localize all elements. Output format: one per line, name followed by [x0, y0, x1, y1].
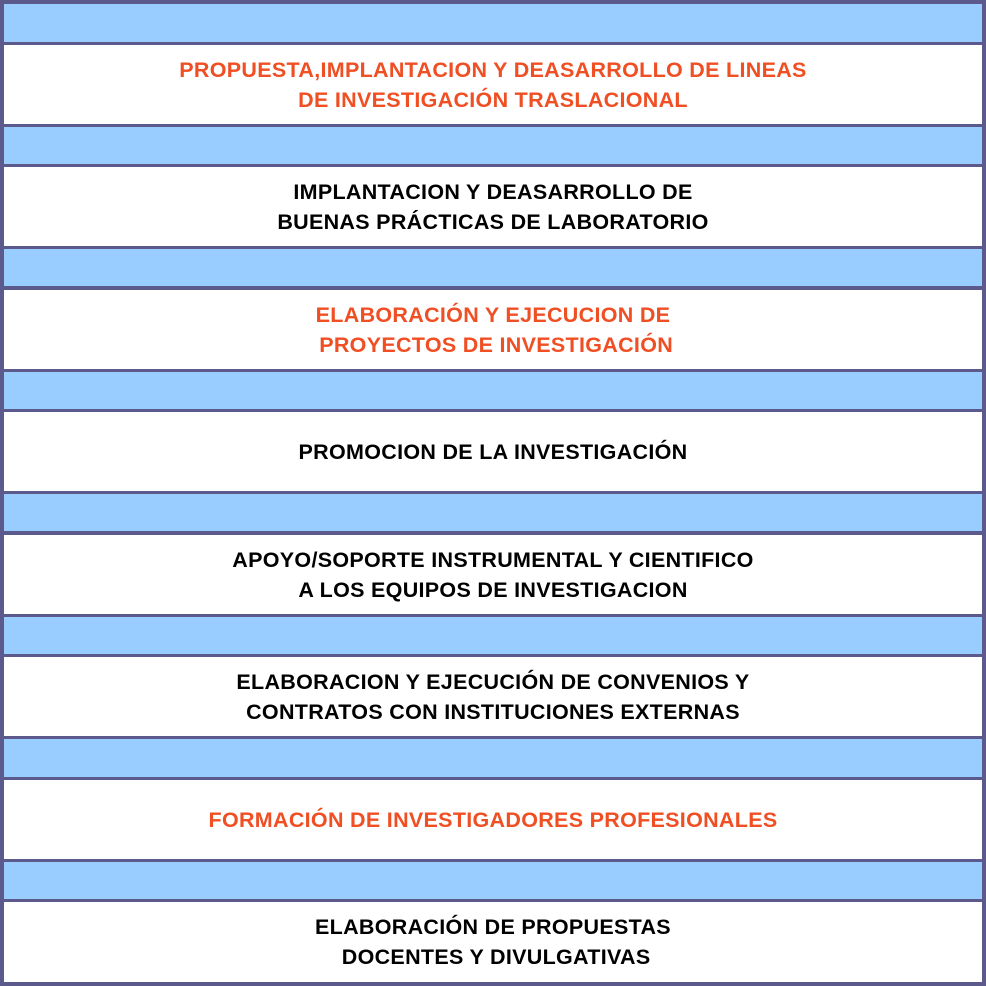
- research-line-3-text-2: PROYECTOS DE INVESTIGACIÓN: [312, 332, 674, 357]
- research-line-1-text-1: PROPUESTA,IMPLANTACION Y DEASARROLLO DE LINEAS: [179, 57, 807, 82]
- spacer-row-7: [4, 739, 982, 777]
- spacer-row-3: [4, 249, 982, 286]
- research-line-2: [4, 167, 982, 246]
- spacer-row-1: [4, 4, 982, 42]
- research-line-4: [4, 412, 982, 491]
- research-line-5: [4, 535, 982, 614]
- research-line-6: [4, 657, 982, 736]
- research-line-3: [4, 290, 982, 369]
- research-line-2-text-1: IMPLANTACION Y DEASARROLLO DE: [293, 179, 693, 204]
- research-line-5-text-1: APOYO/SOPORTE INSTRUMENTAL Y CIENTIFICO: [232, 547, 754, 572]
- research-line-6-text-2: CONTRATOS CON INSTITUCIONES EXTERNAS: [246, 699, 740, 724]
- research-line-1-text-2: DE INVESTIGACIÓN TRASLACIONAL: [298, 87, 688, 112]
- spacer-row-5: [4, 494, 982, 531]
- research-line-1: [4, 45, 982, 124]
- research-line-7-text-1: FORMACIÓN DE INVESTIGADORES PROFESIONALES: [208, 807, 778, 832]
- research-line-5-text-2: A LOS EQUIPOS DE INVESTIGACION: [298, 577, 688, 602]
- spacer-row-8: [4, 862, 982, 899]
- research-line-2-text-2: BUENAS PRÁCTICAS DE LABORATORIO: [277, 209, 709, 234]
- research-line-3-text-1: ELABORACIÓN Y EJECUCION DE: [315, 302, 671, 327]
- research-line-4-text-1: PROMOCION DE LA INVESTIGACIÓN: [298, 439, 688, 464]
- spacer-row-6: [4, 617, 982, 654]
- research-line-6-text-1: ELABORACION Y EJECUCIÓN DE CONVENIOS Y: [236, 669, 750, 694]
- spacer-row-4: [4, 372, 982, 409]
- spacer-row-2: [4, 127, 982, 164]
- research-line-8: [4, 902, 982, 982]
- research-line-8-text-1: ELABORACIÓN DE PROPUESTAS: [315, 915, 671, 939]
- research-line-8-text-2: DOCENTES Y DIVULGATIVAS: [335, 945, 651, 969]
- research-line-7: [4, 780, 982, 859]
